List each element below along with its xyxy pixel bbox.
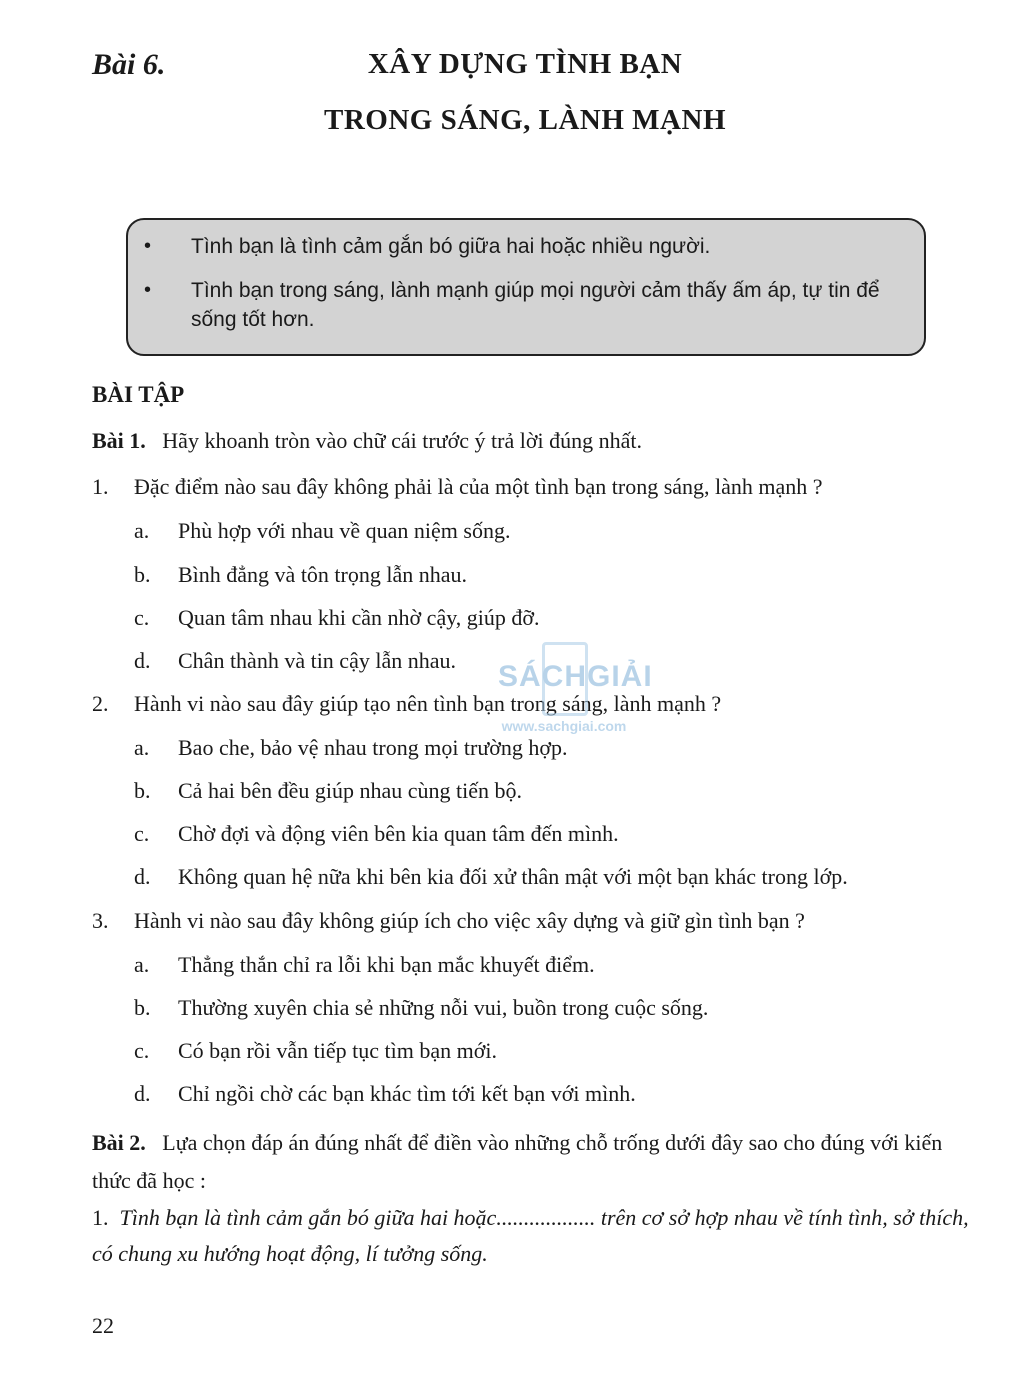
summary-item [144, 232, 910, 261]
exercise-instruction: Hãy khoanh tròn vào chữ cái trước ý trả lời đúng nhất. [162, 428, 642, 453]
option-text: Chỉ ngồi chờ các bạn khác tìm tới kết bạn với mình. [178, 1081, 636, 1106]
option-letter: d. [134, 648, 151, 673]
answer-option [134, 1081, 974, 1107]
exercise-label: Bài 1. [92, 428, 146, 453]
lesson-title-line-2: TRONG SÁNG, LÀNH MẠNH [323, 104, 726, 136]
fill-in-text: Tình bạn là tình cảm gắn bó giữa hai hoặc.................. trên cơ sở hợp nhau về tính tình, sở thích, có chung xu hướng hoạt động, lí tưởng sống. [92, 1205, 969, 1266]
watermark-logo-text: SÁCHGIẢI [498, 660, 653, 693]
answer-option [134, 952, 974, 978]
fill-in-item [92, 1200, 972, 1272]
exercise-label: Bài 2. [92, 1130, 146, 1155]
question-number: 3. [92, 908, 109, 933]
summary-text: Tình bạn là tình cảm gắn bó giữa hai hoặc nhiều người. [191, 235, 711, 258]
answer-option [134, 864, 974, 890]
lesson-title-line-1: XÂY DỰNG TÌNH BẠN [367, 48, 683, 80]
exercise-2-heading [92, 1124, 972, 1200]
answer-option [134, 821, 974, 847]
option-letter: c. [134, 1038, 150, 1063]
option-text: Quan tâm nhau khi cần nhờ cậy, giúp đỡ. [178, 605, 540, 630]
fill-in-number: 1. [92, 1205, 109, 1230]
question-text: Hành vi nào sau đây giúp tạo nên tình bạn trong sáng, lành mạnh ? [134, 691, 722, 716]
answer-option [134, 735, 974, 761]
question [92, 691, 972, 717]
answer-option [134, 562, 974, 588]
option-text: Bao che, bảo vệ nhau trong mọi trường hợp. [178, 735, 568, 760]
question [92, 474, 972, 500]
question-text: Đặc điểm nào sau đây không phải là của một tình bạn trong sáng, lành mạnh ? [134, 474, 823, 499]
option-letter: a. [134, 952, 150, 977]
answer-option [134, 778, 974, 804]
section-title: BÀI TẬP [92, 382, 185, 407]
watermark-url: www.sachgiai.com [501, 718, 627, 734]
option-letter: a. [134, 518, 150, 543]
exercise-instruction: Lựa chọn đáp án đúng nhất để điền vào những chỗ trống dưới đây sao cho đúng với kiến thức đã học : [92, 1130, 943, 1193]
question-text: Hành vi nào sau đây không giúp ích cho việc xây dựng và giữ gìn tình bạn ? [134, 908, 805, 933]
option-letter: d. [134, 1081, 151, 1106]
question [92, 908, 972, 934]
page-number: 22 [92, 1313, 114, 1338]
option-letter: b. [134, 995, 151, 1020]
option-letter: d. [134, 864, 151, 889]
question-number: 1. [92, 474, 109, 499]
answer-option [134, 605, 974, 631]
summary-text: Tình bạn trong sáng, lành mạnh giúp mọi người cảm thấy ấm áp, tự tin để sống tốt hơn. [191, 279, 880, 331]
summary-item [144, 276, 910, 334]
exercise-1-heading [92, 428, 642, 454]
question-number: 2. [92, 691, 109, 716]
answer-option [134, 648, 974, 674]
answer-option [134, 518, 974, 544]
option-text: Phù hợp với nhau về quan niệm sống. [178, 518, 511, 543]
summary-box [126, 218, 926, 356]
option-letter: a. [134, 735, 150, 760]
option-text: Thẳng thắn chỉ ra lỗi khi bạn mắc khuyết điểm. [178, 952, 595, 977]
answer-option [134, 995, 974, 1021]
option-text: Chân thành và tin cậy lẫn nhau. [178, 648, 456, 673]
bullet-icon: • [144, 279, 152, 301]
option-letter: c. [134, 605, 150, 630]
option-text: Bình đẳng và tôn trọng lẫn nhau. [178, 562, 468, 587]
option-letter: c. [134, 821, 150, 846]
option-letter: b. [134, 778, 151, 803]
option-letter: b. [134, 562, 151, 587]
option-text: Cả hai bên đều giúp nhau cùng tiến bộ. [178, 778, 522, 803]
option-text: Thường xuyên chia sẻ những nỗi vui, buồn trong cuộc sống. [178, 995, 709, 1020]
lesson-number: Bài 6. [92, 48, 166, 81]
bullet-icon: • [144, 235, 152, 257]
answer-option [134, 1038, 974, 1064]
option-text: Có bạn rồi vẫn tiếp tục tìm bạn mới. [178, 1038, 497, 1063]
option-text: Chờ đợi và động viên bên kia quan tâm đến mình. [178, 821, 619, 846]
option-text: Không quan hệ nữa khi bên kia đối xử thân mật với một bạn khác trong lớp. [178, 864, 848, 889]
